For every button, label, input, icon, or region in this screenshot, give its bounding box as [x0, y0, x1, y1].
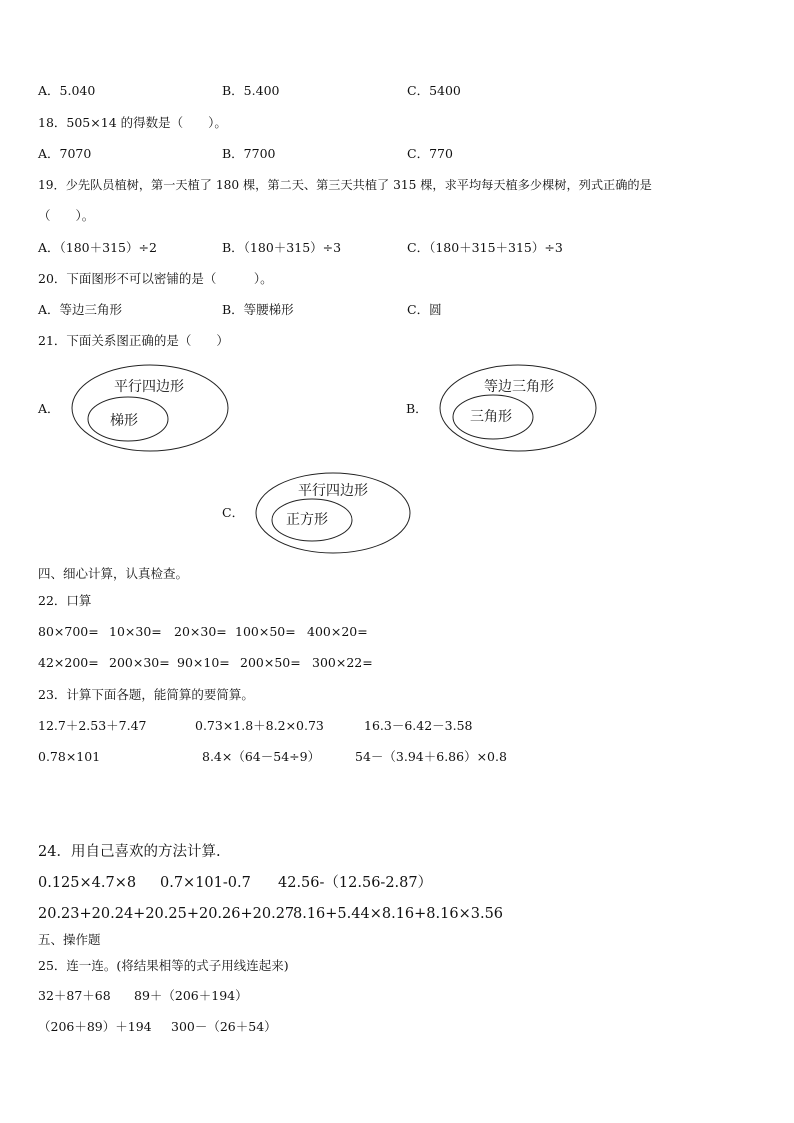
q20-option-c: C．圆 — [407, 302, 442, 317]
q18-stem: 18．505×14 的得数是（ ）。 — [38, 115, 227, 130]
q25-r2-item: （206＋89）＋194 — [38, 1019, 152, 1034]
q22-r2-item: 42×200= — [38, 655, 99, 670]
q21-c-inner-label: 正方形 — [286, 512, 328, 528]
q19-option-a: A．（180＋315）÷2 — [38, 240, 157, 255]
q22-r2-item: 200×30= — [109, 655, 170, 670]
section-4-title: 四、细心计算，认真检查。 — [38, 566, 189, 581]
q21-b-outer-ellipse — [440, 365, 596, 451]
q24-stem: 24．用自己喜欢的方法计算. — [38, 844, 221, 860]
q20-option-a: A．等边三角形 — [38, 302, 123, 317]
q22-r1-item: 100×50= — [235, 624, 296, 639]
q18-option-b: B．7700 — [222, 146, 276, 161]
q24-r1-item: 0.125×4.7×8 — [38, 875, 137, 891]
q25-stem: 25．连一连。(将结果相等的式子用线连起来) — [38, 958, 289, 973]
q17-option-a: A．5.040 — [38, 83, 96, 98]
q19-option-c: C．（180＋315＋315）÷3 — [407, 240, 563, 255]
q23-r2-item: 8.4×（64－54÷9） — [202, 749, 321, 764]
q21-option-b-letter: B． — [406, 401, 428, 416]
q19-option-b: B．（180＋315）÷3 — [222, 240, 342, 255]
q22-r1-item: 80×700= — [38, 624, 99, 639]
q22-r2-item: 200×50= — [240, 655, 301, 670]
q21-option-a-letter: A． — [38, 401, 60, 416]
q21-c-outer-label: 平行四边形 — [298, 483, 368, 499]
q18-option-a: A．7070 — [38, 146, 92, 161]
q19-stem: 19．少先队员植树，第一天植了 180 棵，第二天、第三天共植了 315 棵，求平均每天植多少棵树，列式正确的是 — [38, 178, 652, 192]
q19-stem-continued: （ ）。 — [38, 208, 95, 223]
q21-option-c-letter: C． — [222, 505, 245, 520]
q25-r1-item: 32＋87＋68 — [38, 988, 111, 1003]
q22-stem: 22．口算 — [38, 593, 92, 608]
q23-r2-item: 0.78×101 — [38, 749, 101, 764]
q21-b-outer-label: 等边三角形 — [484, 379, 554, 395]
q21-a-outer-label: 平行四边形 — [114, 379, 184, 395]
q20-stem: 20．下面图形不可以密铺的是（ ）。 — [38, 271, 273, 286]
q23-r1-item: 16.3－6.42－3.58 — [364, 718, 473, 733]
q21-stem: 21．下面关系图正确的是（ ） — [38, 333, 229, 348]
q17-option-c: C．5400 — [407, 83, 461, 98]
q22-r1-item: 20×30= — [174, 624, 227, 639]
q22-r1-item: 400×20= — [307, 624, 368, 639]
q25-r2-item: 300－（26＋54） — [171, 1019, 277, 1034]
q22-r2-item: 300×22= — [312, 655, 373, 670]
section-5-title: 五、操作题 — [38, 932, 101, 947]
q24-r2-item: 20.23+20.24+20.25+20.26+20.27 — [38, 906, 295, 922]
q21-a-outer-ellipse — [72, 365, 228, 451]
q23-r1-item: 12.7＋2.53＋7.47 — [38, 718, 147, 733]
q22-r1-item: 10×30= — [109, 624, 162, 639]
q20-option-b: B．等腰梯形 — [222, 302, 294, 317]
q22-r2-item: 90×10= — [177, 655, 230, 670]
q24-r1-item: 42.56-（12.56-2.87） — [278, 875, 433, 891]
q25-r1-item: 89＋（206＋194） — [134, 988, 248, 1003]
q23-r2-item: 54－（3.94＋6.86）×0.8 — [355, 749, 507, 764]
q21-a-inner-label: 梯形 — [110, 413, 138, 429]
q24-r2-item: 8.16+5.44×8.16+8.16×3.56 — [293, 906, 504, 922]
q23-stem: 23．计算下面各题，能简算的要简算。 — [38, 687, 254, 702]
q23-r1-item: 0.73×1.8＋8.2×0.73 — [195, 718, 324, 733]
q17-option-b: B．5.400 — [222, 83, 280, 98]
q18-option-c: C．770 — [407, 146, 453, 161]
q21-b-inner-label: 三角形 — [470, 409, 512, 425]
q24-r1-item: 0.7×101-0.7 — [160, 875, 251, 891]
